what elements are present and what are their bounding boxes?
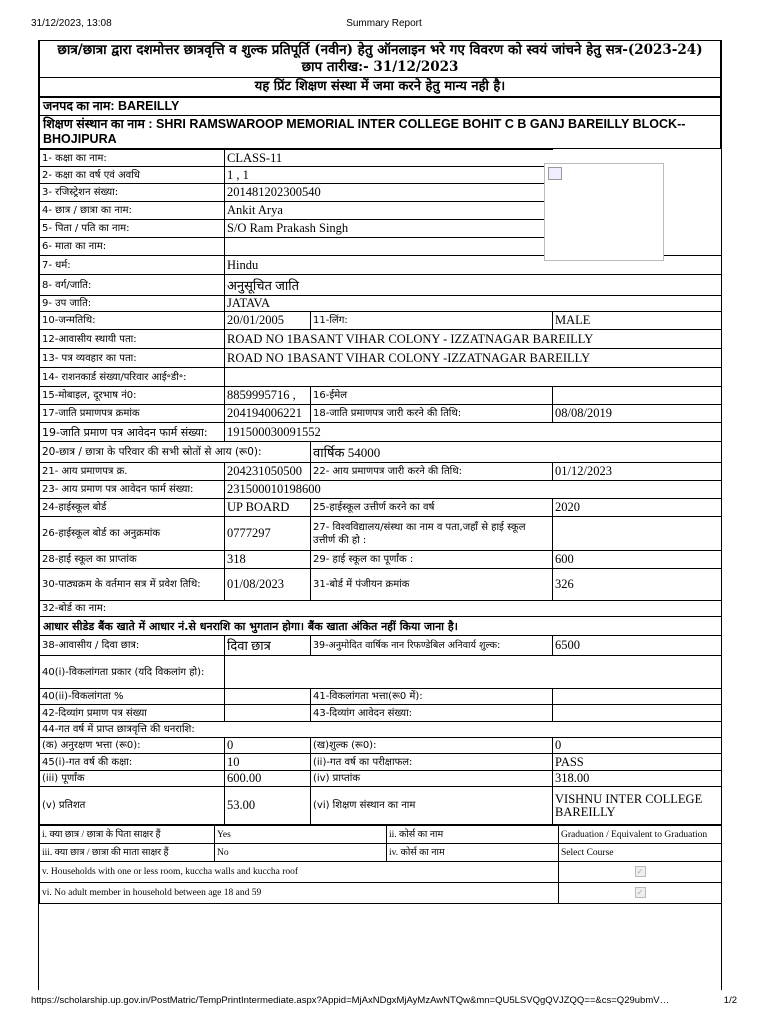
value-father-name: S/O Ram Prakash Singh — [225, 220, 553, 238]
household-table — [39, 825, 722, 904]
district-institution — [39, 97, 721, 149]
label-ration-card: 14- राशनकार्ड संख्या/परिवार आई॰डी॰: — [40, 368, 225, 387]
value-hs-board: UP BOARD — [225, 499, 311, 517]
value-mother-name — [225, 238, 553, 256]
print-datetime: 31/12/2023, 13:08 — [31, 18, 112, 29]
value-approved-fee: 6500 — [553, 636, 722, 656]
label-caste-cert-no: 17-जाति प्रमाणपत्र क्रमांक — [40, 405, 225, 423]
print-footer — [31, 995, 737, 1009]
label-hs-max-marks: 29- हाई स्कूल का पूर्णांक : — [311, 551, 553, 569]
print-title: Summary Report — [346, 18, 422, 29]
value-father-literate: Yes — [215, 826, 387, 844]
value-disability-app-no — [553, 705, 722, 722]
label-caste-cert-date: 18-जाति प्रमाणपत्र जारी करने की तिथि: — [311, 405, 553, 423]
label-dob: 10-जन्मतिथि: — [40, 312, 225, 330]
label-prev-percent: (v) प्रतिशत — [40, 787, 225, 825]
value-board-reg-no: 326 — [553, 569, 722, 601]
label-hs-marks: 28-हाई स्कूल का प्राप्तांक — [40, 551, 225, 569]
label-course-name-1: ii. कोर्स का नाम — [387, 826, 559, 844]
value-category: अनुसूचित जाति — [225, 275, 722, 296]
value-caste-cert-no: 204194006221 — [225, 405, 311, 423]
value-income-cert-no: 204231050500 — [225, 463, 311, 481]
district-name: जनपद का नाम: BAREILLY — [40, 98, 721, 116]
value-hs-pass-year: 2020 — [553, 499, 722, 517]
label-board-name: 32-बोर्ड का नाम: — [40, 601, 722, 617]
value-caste-app-no: 191500030091552 — [225, 423, 722, 442]
validity-notice: यह प्रिंट शिक्षण संस्था में जमा करने हेतु मान्य नही है। — [39, 78, 721, 97]
label-hs-roll-no: 26-हाईस्कूल बोर्ड का अनुक्रमांक — [40, 517, 225, 551]
value-disability-percent — [225, 689, 311, 705]
label-admission-date: 30-पाठ्यक्रम के वर्तमान सत्र में प्रवेश तिथि: — [40, 569, 225, 601]
value-prev-institution: VISHNU INTER COLLEGE BAREILLY — [553, 787, 722, 825]
label-class: 1- कक्षा का नाम: — [40, 150, 225, 167]
label-religion: 7- धर्म: — [40, 256, 225, 275]
label-disability-allowance: 41-विकलांगता भत्ता(रू0 में): — [311, 689, 553, 705]
value-fee-amount: 0 — [553, 738, 722, 754]
label-course-name-2: iv. कोर्स का नाम — [387, 844, 559, 862]
label-maintenance-allowance: (क) अनुरक्षण भत्ता (रू0): — [40, 738, 225, 754]
checkbox-checked-icon[interactable]: ✓ — [635, 887, 646, 898]
label-mother-name: 6- माता का नाम: — [40, 238, 225, 256]
label-prev-max-marks: (iii) पूर्णांक — [40, 771, 225, 787]
value-disability-type — [225, 656, 722, 689]
value-disability-cert-no — [225, 705, 311, 722]
print-date: छाप तारीख:- 31/12/2023 — [301, 59, 459, 75]
label-disability-type: 40(i)-विकलांगता प्रकार (यदि विकलांग हो): — [40, 656, 225, 689]
label-disability-percent: 40(ii)-विकलांगता % — [40, 689, 225, 705]
label-income-cert-no: 21- आय प्रमाणपत्र क्र. — [40, 463, 225, 481]
value-maintenance-allowance: 0 — [225, 738, 311, 754]
label-category: 8- वर्ग/जाति: — [40, 275, 225, 296]
label-mobile: 15-मोबाइल, दूरभाष नं0: — [40, 387, 225, 405]
value-income-app-no: 231500010198600 — [225, 481, 722, 499]
value-ration-card — [225, 368, 722, 387]
label-gender: 11-लिंग: — [311, 312, 553, 330]
label-disability-cert-no: 42-दिव्यांग प्रमाण पत्र संख्या — [40, 705, 225, 722]
value-mobile: 8859995716 , — [225, 387, 311, 405]
label-hs-pass-year: 25-हाईस्कूल उत्तीर्ण करने का वर्ष — [311, 499, 553, 517]
label-kuccha-household: v. Households with one or less room, kuccha walls and kuccha roof — [40, 862, 559, 883]
value-permanent-address: ROAD NO 1BASANT VIHAR COLONY - IZZATNAGAR BAREILLY — [225, 330, 722, 349]
value-prev-class: 10 — [225, 754, 311, 771]
value-prev-marks: 318.00 — [553, 771, 722, 787]
value-hs-marks: 318 — [225, 551, 311, 569]
page-url: https://scholarship.up.gov.in/PostMatric/TempPrintIntermediate.aspx?Appid=MjAxNDgxMjAyMzAwNTQw&mn=QU5LSVQgQVJZQQ==&cs=Q29ubmV… — [31, 995, 670, 1006]
label-residential-status: 38-आवासीय / दिवा छात्र: — [40, 636, 225, 656]
label-income-app-no: 23- आय प्रमाण पत्र आवेदन फार्म संख्या: — [40, 481, 225, 499]
value-subcaste: JATAVA — [225, 296, 722, 312]
label-student-name: 4- छात्र / छात्रा का नाम: — [40, 202, 225, 220]
print-header — [31, 18, 737, 32]
label-prev-marks: (iv) प्राप्तांक — [311, 771, 553, 787]
value-gender: MALE — [553, 312, 722, 330]
value-class-year: 1 , 1 — [225, 167, 553, 184]
label-approved-fee: 39-अनुमोदित वार्षिक नान रिफण्डेबिल अनिवार्य शुल्क: — [311, 636, 553, 656]
label-email: 16-ईमेल — [311, 387, 553, 405]
value-course-name-2: Select Course — [559, 844, 722, 862]
checkbox-checked-icon[interactable]: ✓ — [635, 866, 646, 877]
label-correspondence-address: 13- पत्र व्यवहार का पता: — [40, 349, 225, 368]
value-family-income: वार्षिक 54000 — [311, 442, 722, 463]
label-fee-amount: (ख)शुल्क (रू0): — [311, 738, 553, 754]
value-religion: Hindu — [225, 256, 722, 275]
label-income-cert-date: 22- आय प्रमाणपत्र जारी करने की तिथि: — [311, 463, 553, 481]
label-caste-app-no: 19-जाति प्रमाण पत्र आवेदन फार्म संख्या: — [40, 423, 225, 442]
label-family-income: 20-छात्र / छात्रा के परिवार की सभी स्रोतों से आय (रू0): — [40, 442, 311, 463]
label-permanent-address: 12-आवासीय स्थायी पता: — [40, 330, 225, 349]
report-title: छात्र/छात्रा द्वारा दशमोत्तर छात्रवृत्ति व शुल्क प्रतिपूर्ति (नवीन) हेतु ऑनलाइन भरे गए विवरण को स्वयं जांचने हेतु सत्र-(2023-24) — [57, 42, 703, 58]
value-class: CLASS-11 — [225, 150, 553, 167]
value-prev-percent: 53.00 — [225, 787, 311, 825]
label-registration: 3- रजिस्ट्रेशन संख्या: — [40, 184, 225, 202]
label-father-name: 5- पिता / पति का नाम: — [40, 220, 225, 238]
label-no-adult-member: vi. No adult member in household between age 18 and 59 — [40, 883, 559, 904]
value-dob: 20/01/2005 — [225, 312, 311, 330]
broken-image-icon — [548, 167, 562, 180]
value-income-cert-date: 01/12/2023 — [553, 463, 722, 481]
value-residential-status: दिवा छात्र — [225, 636, 311, 656]
value-email — [553, 387, 722, 405]
value-prev-result: PASS — [553, 754, 722, 771]
value-mother-literate: No — [215, 844, 387, 862]
value-admission-date: 01/08/2023 — [225, 569, 311, 601]
institution-name: शिक्षण संस्थान का नाम : SHRI RAMSWAROOP MEMORIAL INTER COLLEGE BOHIT C B GANJ BAREILLY BLOCK--BHOJIPURA — [40, 116, 721, 149]
label-mother-literate: iii. क्या छात्र / छात्रा की माता साक्षर हैं — [40, 844, 215, 862]
label-hs-board: 24-हाईस्कूल बोर्ड — [40, 499, 225, 517]
bank-notice: आधार सीडेड बैंक खाते में आधार नं.से धनराशि का भुगतान होगा। बैंक खाता अंकित नहीं किया जाना है। — [40, 617, 722, 636]
value-course-name-1: Graduation / Equivalent to Graduation — [559, 826, 722, 844]
value-hs-max-marks: 600 — [553, 551, 722, 569]
label-prev-class: 45(i)-गत वर्ष की कक्षा: — [40, 754, 225, 771]
label-last-year-scholarship: 44-गत वर्ष में प्राप्त छात्रवृत्ति की धनराशि: — [40, 722, 722, 738]
value-caste-cert-date: 08/08/2019 — [553, 405, 722, 423]
label-class-year: 2- कक्षा का वर्ष एवं अवधि — [40, 167, 225, 184]
page-number: 1/2 — [723, 995, 737, 1006]
value-registration: 201481202300540 — [225, 184, 553, 202]
label-board-reg-no: 31-बोर्ड में पंजीयन क्रमांक — [311, 569, 553, 601]
student-photo — [544, 163, 664, 261]
label-prev-institution: (vi) शिक्षण संस्थान का नाम — [311, 787, 553, 825]
value-prev-max-marks: 600.00 — [225, 771, 311, 787]
value-student-name: Ankit Arya — [225, 202, 553, 220]
report-title-box — [39, 40, 721, 78]
label-father-literate: i. क्या छात्र / छात्रा के पिता साक्षर हैं — [40, 826, 215, 844]
value-hs-institution — [553, 517, 722, 551]
label-prev-result: (ii)-गत वर्ष का परीक्षाफल: — [311, 754, 553, 771]
value-hs-roll-no: 0777297 — [225, 517, 311, 551]
label-subcaste: 9- उप जाति: — [40, 296, 225, 312]
value-correspondence-address: ROAD NO 1BASANT VIHAR COLONY -IZZATNAGAR BAREILLY — [225, 349, 722, 368]
label-hs-institution: 27- विश्वविद्यालय/संस्था का नाम व पता,जहाँ से हाई स्कूल उत्तीर्ण की हो : — [311, 517, 553, 551]
label-disability-app-no: 43-दिव्यांग आवेदन संख्या: — [311, 705, 553, 722]
value-disability-allowance — [553, 689, 722, 705]
